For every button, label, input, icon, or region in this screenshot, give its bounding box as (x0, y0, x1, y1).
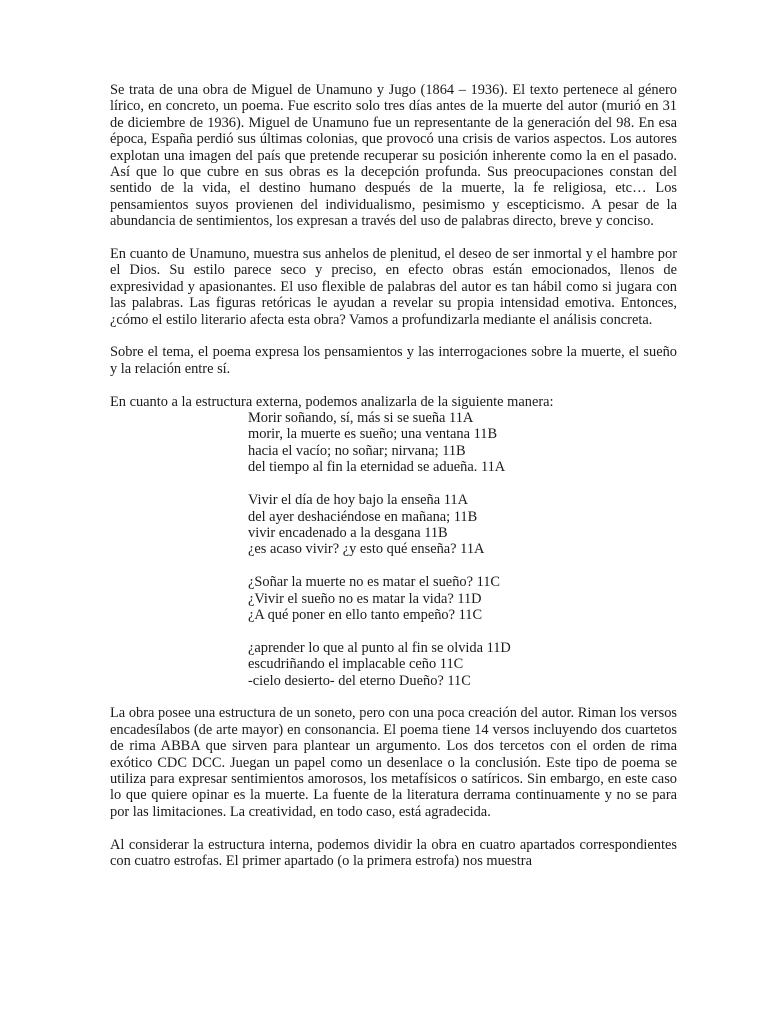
paragraph-context: Se trata de una obra de Miguel de Unamuno y Jugo (1864 – 1936). El texto pertenece al género lírico, en concreto, un poema. Fue escrito solo tres días antes de la muerte del autor (murió en 31 de diciembre de 1936). Miguel de Unamuno fue un representante de la generación del 98. En esa época, España perdió sus últimas colonias, que provocó una crisis de varios aspectos. Los autores explotan una imagen del país que pretende recuperar su posición inherente como la en el pasado. Así que lo que cubre en sus obras es la decepción profunda. Sus preocupaciones constan del sentido de la vida, el destino humano después de la muerte, la fe religiosa, etc… Los pensamientos suyos provienen del individualismo, pesimismo y escepticismo. A pesar de la abundancia de sentimientos, los expresan a través del uso de palabras directo, breve y conciso. (110, 82, 677, 230)
poem-stanza-3 (248, 574, 677, 623)
paragraph-theme: Sobre el tema, el poema expresa los pensamientos y las interrogaciones sobre la muerte, el sueño y la relación entre sí. (110, 344, 677, 377)
poem-stanza-1 (248, 410, 677, 476)
poem-verse: ¿Soñar la muerte no es matar el sueño? 11C (248, 574, 501, 591)
poem-verse: Vivir el día de hoy bajo la enseña 11A (248, 492, 468, 509)
poem-verse: morir, la muerte es sueño; una ventana 11B (248, 426, 498, 443)
poem-verse: del tiempo al fin la eternidad se adueña. 11A (248, 459, 506, 476)
poem-verse: ¿A qué poner en ello tanto empeño? 11C (248, 606, 483, 623)
poem-verse: -cielo desierto- del eterno Dueño? 11C (248, 672, 471, 689)
poem-stanza-4 (248, 640, 677, 689)
poem-verse: escudriñando el implacable ceño 11C (248, 656, 464, 673)
paragraph-style: En cuanto de Unamuno, muestra sus anhelos de plenitud, el deseo de ser inmortal y el hambre por el Dios. Su estilo parece seco y preciso, en efecto obras están emocionados, llenos de expresividad y apasionantes. El uso flexible de palabras del autor es tan hábil como si jugara con las palabras. Las figuras retóricas le ayudan a revelar su propia intensidad emotiva. Entonces, ¿cómo el estilo literario afecta esta obra? Vamos a profundizarla mediante el análisis concreta. (110, 246, 677, 328)
poem-verse: hacia el vacío; no soñar; nirvana; 11B (248, 442, 466, 459)
poem-verse: vivir encadenado a la desgana 11B (248, 524, 448, 541)
poem-stanza-2 (248, 492, 677, 558)
structure-intro: En cuanto a la estructura externa, podemos analizarla de la siguiente manera: (110, 393, 554, 410)
poem-verse: ¿Vivir el sueño no es matar la vida? 11D (248, 590, 482, 607)
paragraph-internal-structure: Al considerar la estructura interna, podemos dividir la obra en cuatro apartados correspondientes con cuatro estrofas. El primer apartado (o la primera estrofa) nos muestra (110, 836, 677, 869)
paragraph-sonnet-form: La obra posee una estructura de un soneto, pero con una poca creación del autor. Riman los versos encadesílabos (de arte mayor) en consonancia. El poema tiene 14 versos incluyendo dos cuartetos de rima ABBA que sirven para plantear un argumento. Los dos tercetos con el orden de rima exótico CDC DCC. Juegan un papel como un desenlace o la conclusión. Este tipo de poema se utiliza para expresar sentimientos amorosos, los metafísicos o satíricos. Sin embargo, en este caso lo que quiere opinar es la muerte. La fuente de la literatura derrama continuamente y no se para por las limitaciones. La creatividad, en todo caso, está agradecida. (110, 705, 677, 820)
poem-verse: Morir soñando, sí, más si se sueña 11A (248, 410, 474, 427)
poem-verse: ¿aprender lo que al punto al fin se olvida 11D (248, 639, 511, 656)
document-page (110, 82, 677, 886)
poem-verse: del ayer deshaciéndose en mañana; 11B (248, 508, 478, 525)
poem-verse: ¿es acaso vivir? ¿y esto qué enseña? 11A (248, 541, 485, 558)
